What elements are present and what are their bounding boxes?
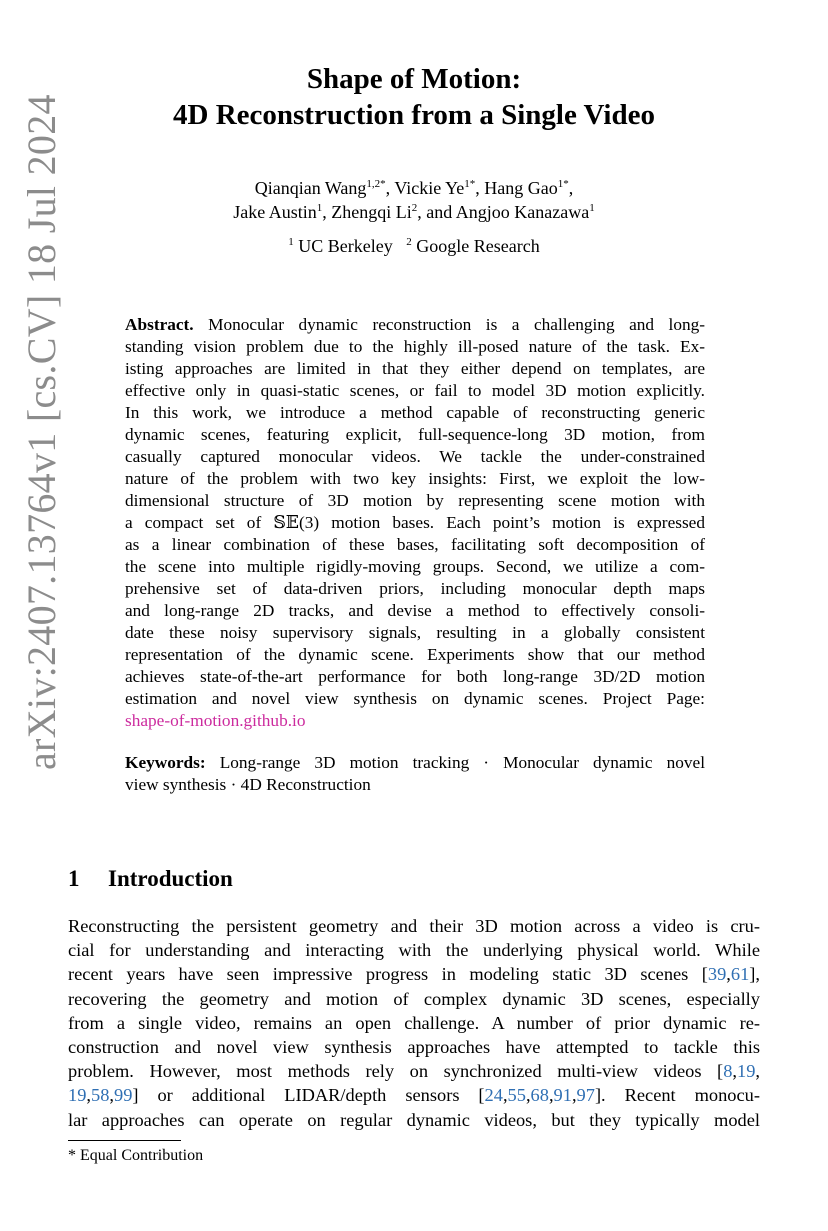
- abstract-line: standing vision problem due to the highly ill-posed nature of the task. Ex-: [125, 337, 705, 356]
- author-affiliation-mark: 2: [411, 202, 418, 214]
- paper-title-line-2: 4D Reconstruction from a Single Video: [173, 99, 655, 131]
- body-line: construction and novel view synthesis approaches have attempted to tackle this: [68, 1036, 760, 1057]
- body-line: cial for understanding and interacting with the underlying physical world. While: [68, 940, 760, 961]
- author-affiliation-mark: 1*: [464, 178, 476, 190]
- footnote-rule: [68, 1140, 181, 1141]
- author-name: Jake Austin: [233, 202, 317, 222]
- body-line: from a single video, remains an open challenge. A number of prior dynamic re-: [68, 1012, 760, 1033]
- abstract-line: and long-range 2D tracks, and devise a method to effectively consoli-: [125, 601, 705, 620]
- abstract-line: nature of the problem with two key insights: First, we exploit the low-: [125, 469, 705, 488]
- author-affiliation-mark: 1: [589, 202, 595, 214]
- introduction-text: [68, 914, 760, 1132]
- abstract-line: [125, 710, 705, 732]
- citation-link[interactable]: 19: [68, 1085, 87, 1106]
- separator: , and: [417, 202, 456, 222]
- citation-link[interactable]: 68: [530, 1085, 549, 1106]
- citation-link[interactable]: 8: [723, 1061, 733, 1082]
- affiliations: [0, 234, 828, 258]
- citation-link[interactable]: 39: [707, 964, 727, 985]
- abstract-line: dimensional structure of 3D motion by representing scene motion with: [125, 491, 705, 510]
- affiliation-name: Google Research: [416, 236, 540, 256]
- abstract-line: as a linear combination of these bases, facilitating soft decomposition of: [125, 535, 705, 554]
- body-line: Reconstructing the persistent geometry and their 3D motion across a video is cru-: [68, 916, 760, 936]
- separator: ,: [568, 178, 574, 198]
- section-title: Introduction: [108, 866, 233, 891]
- separator: ,: [322, 202, 332, 222]
- affiliation-name: UC Berkeley: [298, 236, 393, 256]
- body-line: recovering the geometry and motion of complex dynamic 3D scenes, especially: [68, 988, 760, 1009]
- abstract-line: the scene into multiple rigidly-moving groups. Second, we utilize a com-: [125, 557, 705, 576]
- author-name: Zhengqi Li: [331, 202, 412, 222]
- abstract-line: dynamic scenes, featuring explicit, full-sequence-long 3D motion, from: [125, 425, 705, 444]
- author-name: Qianqian Wang: [254, 178, 367, 198]
- body-line: problem. However, most methods rely on synchronized multi-view videos [8,19,: [68, 1061, 760, 1082]
- citation-link[interactable]: 61: [730, 964, 750, 985]
- project-page-link[interactable]: shape-of-motion.github.io: [125, 711, 306, 730]
- citation-link[interactable]: 58: [91, 1085, 110, 1106]
- abstract: [125, 314, 705, 732]
- citation-link[interactable]: 24: [484, 1085, 503, 1106]
- author-list-line-1: [0, 176, 828, 200]
- section-number: 1: [68, 866, 80, 891]
- abstract-label: Abstract.: [125, 315, 194, 334]
- abstract-line: date these noisy supervisory signals, resulting in a globally consistent: [125, 623, 705, 642]
- keywords: [125, 752, 705, 796]
- body-line: recent years have seen impressive progress in modeling static 3D scenes [39,61],: [68, 964, 760, 985]
- separator: ,: [475, 178, 485, 198]
- paper-title-line-1: Shape of Motion:: [306, 63, 522, 95]
- author-affiliation-mark: 1*: [557, 178, 569, 190]
- arxiv-stamp: arXiv:2407.13764v1 [cs.CV] 18 Jul 2024: [19, 94, 64, 770]
- author-name: Vickie Ye: [394, 178, 465, 198]
- author-name: Hang Gao: [484, 178, 558, 198]
- abstract-line: In this work, we introduce a method capable of reconstructing generic: [125, 403, 705, 422]
- citation-link[interactable]: 91: [553, 1085, 572, 1106]
- abstract-line: effective only in quasi-static scenes, or fail to model 3D motion explicitly.: [125, 381, 705, 400]
- keywords-line: Keywords: Long-range 3D motion tracking · Monocular dynamic novel: [125, 753, 705, 772]
- author-list-line-2: [0, 200, 828, 224]
- separator: ,: [385, 178, 395, 198]
- footnote: * Equal Contribution: [68, 1147, 204, 1164]
- affiliation-mark: 2: [406, 236, 412, 248]
- abstract-line: prehensive set of data-driven priors, including monocular depth maps: [125, 579, 705, 598]
- keywords-line: view synthesis · 4D Reconstruction: [125, 775, 371, 794]
- author-affiliation-mark: 1,2*: [366, 178, 386, 190]
- author-affiliation-mark: 1: [316, 202, 323, 214]
- abstract-line: representation of the dynamic scene. Experiments show that our method: [125, 645, 705, 664]
- abstract-line: estimation and novel view synthesis on dynamic scenes. Project Page:: [125, 689, 705, 708]
- citation-link[interactable]: 55: [507, 1085, 526, 1106]
- abstract-line: isting approaches are limited in that they either depend on templates, are: [125, 359, 705, 378]
- abstract-line: achieves state-of-the-art performance for both long-range 3D/2D motion: [125, 667, 705, 686]
- section-heading: [68, 866, 233, 892]
- abstract-line: casually captured monocular videos. We tackle the under-constrained: [125, 447, 705, 466]
- abstract-line: a compact set of 𝕊𝔼(3) motion bases. Each point’s motion is expressed: [125, 513, 705, 532]
- body-line: lar approaches can operate on regular dynamic videos, but they typically model: [68, 1109, 760, 1130]
- author-name: Angjoo Kanazawa: [455, 202, 590, 222]
- citation-link[interactable]: 97: [576, 1085, 595, 1106]
- citation-link[interactable]: 99: [114, 1085, 133, 1106]
- affiliation-mark: 1: [288, 236, 294, 248]
- keywords-label: Keywords:: [125, 753, 206, 772]
- abstract-line: Abstract. Monocular dynamic reconstruction is a challenging and long-: [125, 315, 705, 334]
- citation-link[interactable]: 19: [737, 1061, 756, 1082]
- body-line: 19,58,99] or additional LIDAR/depth sensors [24,55,68,91,97]. Recent monocu-: [68, 1085, 760, 1106]
